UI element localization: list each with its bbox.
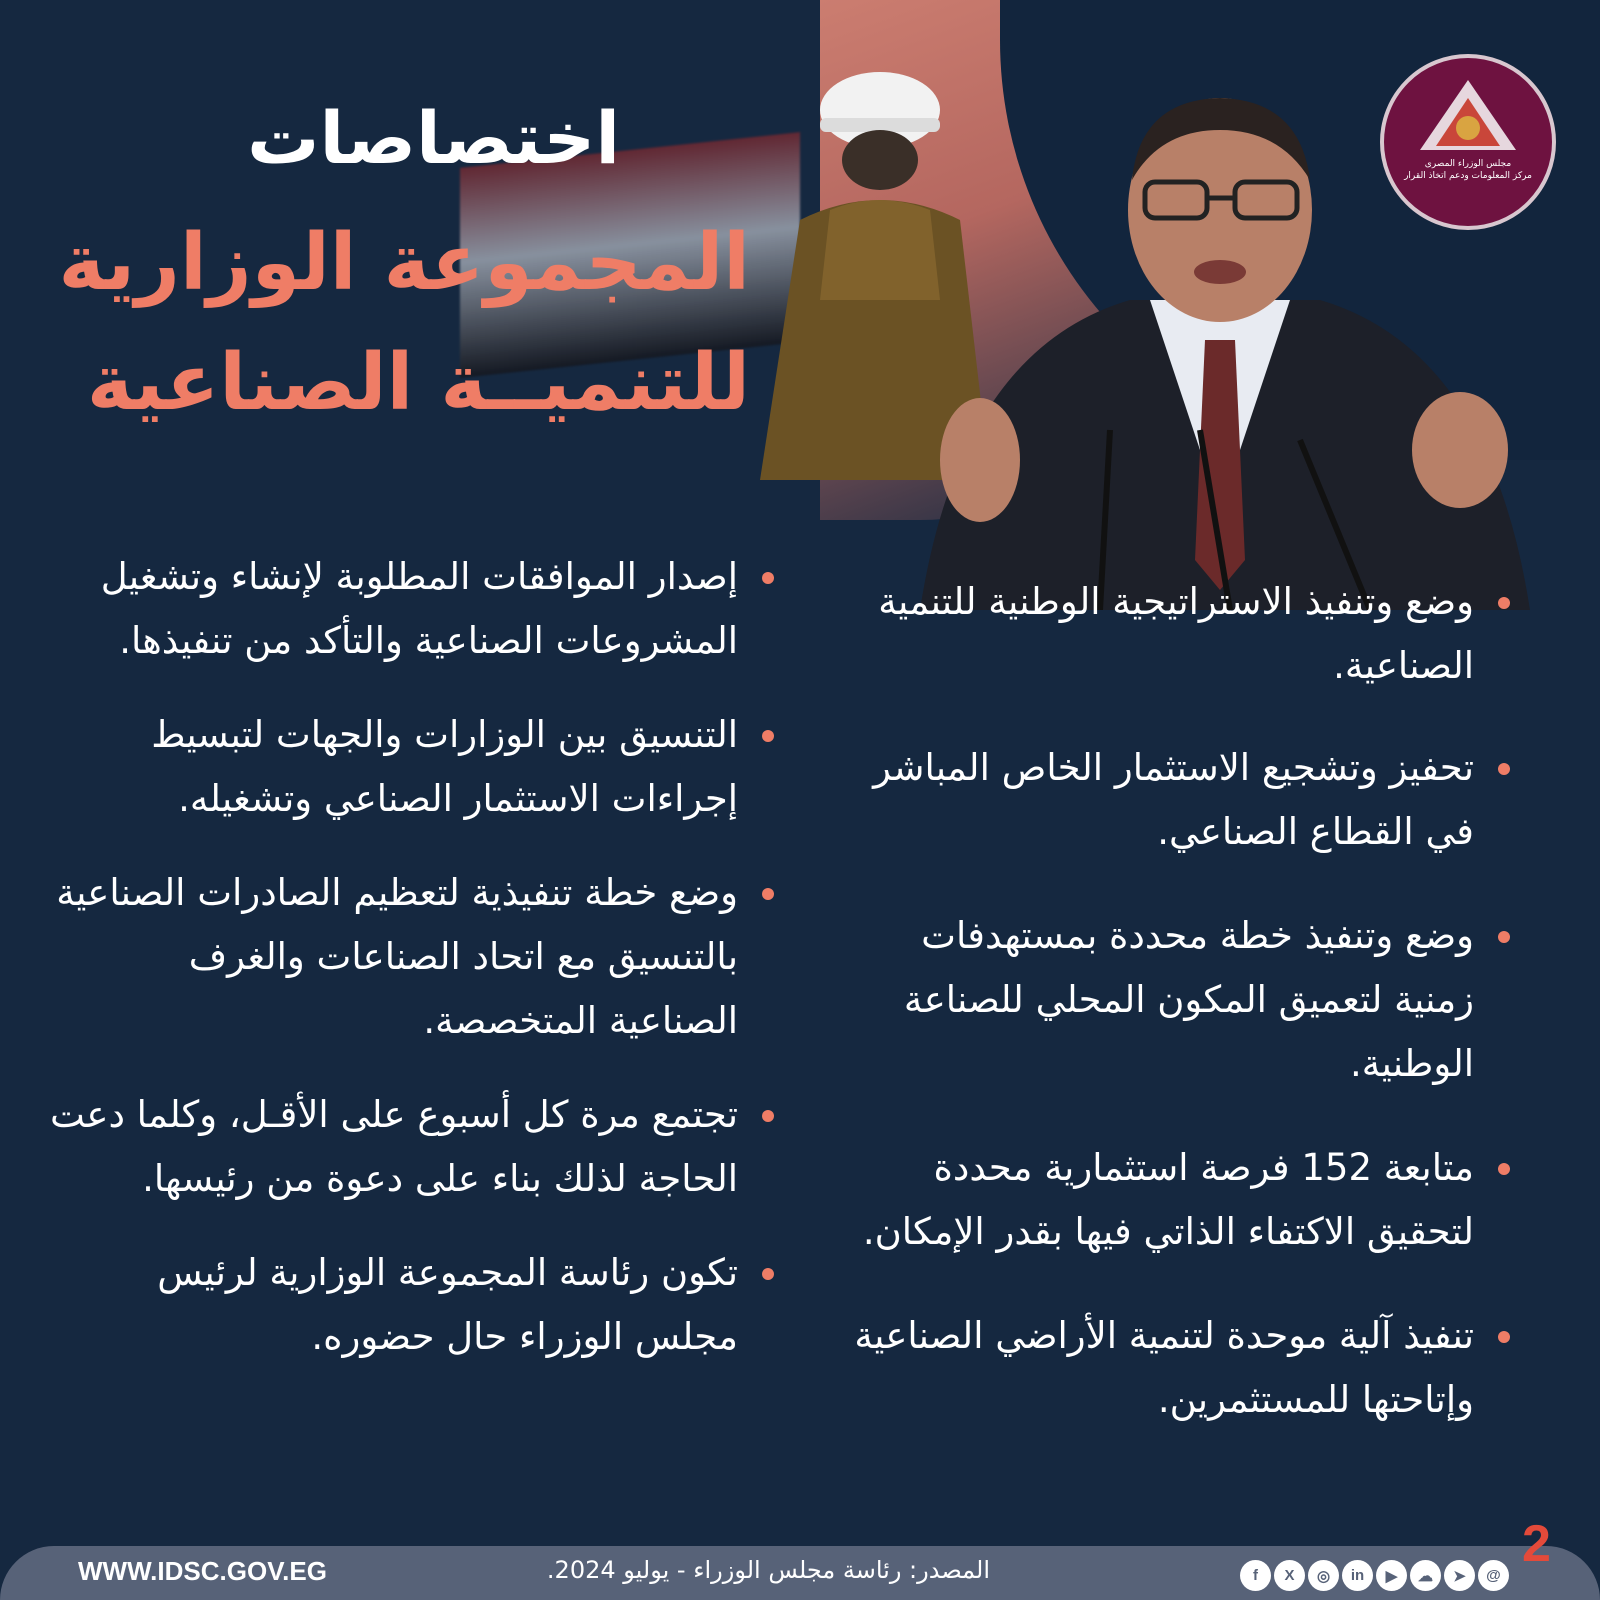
- facebook-icon[interactable]: f: [1240, 1560, 1271, 1591]
- list-item-text: إصدار الموافقات المطلوبة لإنشاء وتشغيل المشروعات الصناعية والتأكد من تنفيذها.: [100, 555, 738, 662]
- threads-icon[interactable]: @: [1478, 1560, 1509, 1591]
- title-line-2: المجموعة الوزارية: [58, 218, 750, 308]
- bullet-icon: [1498, 763, 1510, 775]
- bullet-icon: [1498, 1163, 1510, 1175]
- social-links: [1240, 1560, 1509, 1591]
- list-item-text: وضع وتنفيذ خطة محددة بمستهدفات زمنية لتعميق المكون المحلي للصناعة الوطنية.: [903, 914, 1474, 1085]
- list-item: [50, 545, 780, 673]
- linkedin-icon[interactable]: in: [1342, 1560, 1373, 1591]
- title-line-1: اختصاصات: [247, 96, 620, 180]
- list-item: [50, 861, 780, 1053]
- bullet-icon: [1498, 931, 1510, 943]
- soundcloud-icon[interactable]: ☁: [1410, 1560, 1441, 1591]
- logo-line-2: مركز المعلومات ودعم اتخاذ القرار: [1404, 171, 1532, 181]
- telegram-icon[interactable]: ➤: [1444, 1560, 1475, 1591]
- list-item: [848, 570, 1516, 698]
- list-item-text: وضع خطة تنفيذية لتعظيم الصادرات الصناعية بالتنسيق مع اتحاد الصناعات والغرف الصناعية المتخصصة.: [56, 871, 738, 1042]
- idsc-logo: [1380, 54, 1556, 230]
- website-link[interactable]: WWW.IDSC.GOV.EG: [78, 1556, 327, 1586]
- bullet-icon: [1498, 1331, 1510, 1343]
- logo-line-1: مجلس الوزراء المصرى: [1424, 159, 1512, 169]
- list-item-text: تجتمع مرة كل أسبوع على الأقـل، وكلما دعت الحاجة لذلك بناء على دعوة من رئيسها.: [50, 1093, 738, 1200]
- list-item: [848, 1136, 1516, 1264]
- bullet-icon: [762, 572, 774, 584]
- logo-text: [1394, 158, 1542, 182]
- list-item: [50, 1241, 780, 1369]
- instagram-icon[interactable]: ◎: [1308, 1560, 1339, 1591]
- list-item: [848, 904, 1516, 1096]
- list-item-text: التنسيق بين الوزارات والجهات لتبسيط إجراءات الاستثمار الصناعي وتشغيله.: [151, 713, 738, 820]
- list-item-text: تكون رئاسة المجموعة الوزارية لرئيس مجلس الوزراء حال حضوره.: [157, 1251, 738, 1358]
- list-item: [50, 703, 780, 831]
- title-line-3: للتنميــة الصناعية: [86, 338, 750, 428]
- source-note: المصدر: رئاسة مجلس الوزراء - يوليو 2024.: [546, 1556, 990, 1584]
- bullet-icon: [762, 1110, 774, 1122]
- x-icon[interactable]: X: [1274, 1560, 1305, 1591]
- right-column: [848, 570, 1516, 1432]
- page-number: 2: [1522, 1515, 1551, 1573]
- list-item-text: وضع وتنفيذ الاستراتيجية الوطنية للتنمية الصناعية.: [878, 580, 1474, 687]
- list-item-text: تنفيذ آلية موحدة لتنمية الأراضي الصناعية وإتاحتها للمستثمرين.: [854, 1314, 1474, 1421]
- bullet-icon: [762, 888, 774, 900]
- list-item: [848, 1304, 1516, 1432]
- list-item-text: متابعة 152 فرصة استثمارية محددة لتحقيق الاكتفاء الذاتي فيها بقدر الإمكان.: [862, 1146, 1474, 1253]
- list-item-text: تحفيز وتشجيع الاستثمار الخاص المباشر في القطاع الصناعي.: [873, 746, 1474, 853]
- list-item: [848, 736, 1516, 864]
- bullet-icon: [762, 730, 774, 742]
- youtube-icon[interactable]: ▶: [1376, 1560, 1407, 1591]
- left-column: [50, 545, 780, 1369]
- bullet-icon: [1498, 597, 1510, 609]
- bullet-icon: [762, 1268, 774, 1280]
- logo-emblem-icon: [1384, 58, 1552, 226]
- list-item: [50, 1083, 780, 1211]
